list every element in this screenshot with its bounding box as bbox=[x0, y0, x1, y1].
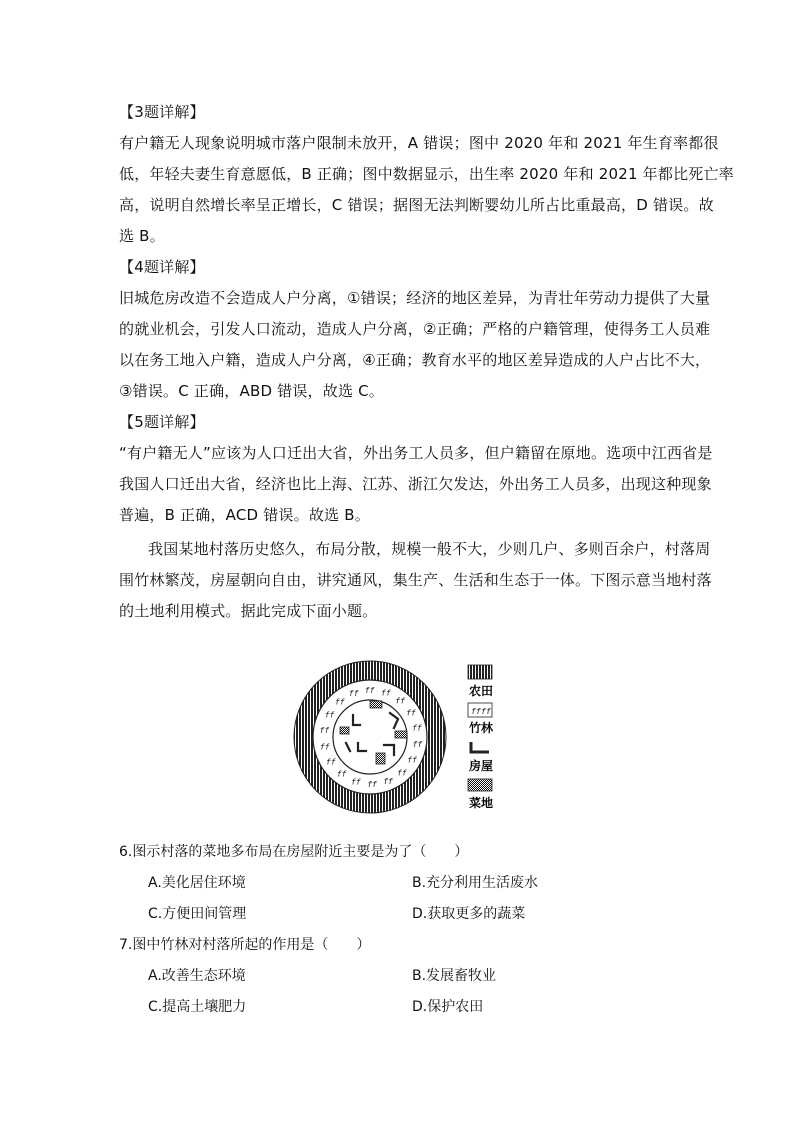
vegetable-plot-1 bbox=[370, 701, 382, 708]
section4-heading: 【4题详解】 bbox=[119, 258, 205, 276]
legend-farmland-label: 农田 bbox=[469, 684, 494, 698]
vegetable-plot-3 bbox=[376, 753, 385, 764]
legend-vegetable-label: 菜地 bbox=[469, 796, 494, 810]
question-7-option-a: A.改善生态环境 bbox=[148, 968, 246, 984]
question-7-option-d: D.保护农田 bbox=[412, 999, 484, 1015]
question-6-option-a: A.美化居住环境 bbox=[148, 875, 246, 891]
section3-heading: 【3题详解】 bbox=[119, 103, 205, 121]
bamboo-mark: ff bbox=[319, 742, 330, 752]
section5-line-3: 普遍，B 正确，ACD 错误。故选 B。 bbox=[119, 506, 370, 524]
vegetable-plot-2 bbox=[395, 731, 407, 738]
bamboo-mark: ff bbox=[367, 780, 377, 789]
bamboo-mark: ff bbox=[325, 757, 336, 767]
section4-line-4: ③错误。C 正确，ABD 错误，故选 C。 bbox=[119, 382, 385, 400]
section3-line-1: 有户籍无人现象说明城市落户限制未放开，A 错误；图中 2020 年和 2021 年生育率都很 bbox=[119, 134, 719, 152]
intro-line-2: 围竹林繁茂，房屋朝向自由，讲究通风，集生产、生活和生态于一体。下图示意当地村落 bbox=[119, 571, 712, 589]
section5-heading: 【5题详解】 bbox=[119, 413, 205, 431]
question-6-option-b: B.充分利用生活废水 bbox=[412, 875, 539, 891]
bamboo-mark: ff bbox=[319, 726, 330, 735]
section5-line-2: 我国人口迁出大省，经济也比上海、江苏、浙江欠发达，外出务工人员多，出现这种现象 bbox=[119, 475, 712, 493]
legend-house-label: 房屋 bbox=[469, 759, 494, 773]
bamboo-mark: ff bbox=[407, 755, 417, 765]
bamboo-mark: ff bbox=[412, 723, 422, 733]
bamboo-mark: ff bbox=[336, 769, 347, 779]
question-7-option-c: C.提高土壤肥力 bbox=[148, 999, 247, 1015]
question-6-option-c: C.方便田间管理 bbox=[148, 906, 247, 922]
bamboo-mark: ff bbox=[383, 776, 393, 786]
question-7-option-b: B.发展畜牧业 bbox=[412, 968, 497, 984]
intro-line-3: 的土地利用模式。据此完成下面小题。 bbox=[119, 602, 378, 620]
bamboo-mark: ff bbox=[324, 710, 335, 720]
section4-line-2: 的就业机会，引发人口流动，造成人户分离，②正确；严格的户籍管理，使得务工人员难 bbox=[119, 320, 711, 338]
intro-line-1: 我国某地村落历史悠久，布局分散，规模一般不大，少则几户、多则百余户，村落周 bbox=[148, 540, 711, 558]
section4-line-1: 旧城危房改造不会造成人户分离，①错误；经济的地区差异，为青壮年劳动力提供了大量 bbox=[119, 289, 711, 307]
legend-bamboo-glyph-2: ff bbox=[481, 707, 491, 716]
bamboo-mark: ff bbox=[348, 689, 359, 699]
section4-line-3: 以在务工地入户籍，造成人户分离，④正确；教育水平的地区差异造成的人户占比不大， bbox=[119, 351, 711, 369]
bamboo-mark: ff bbox=[364, 686, 375, 695]
bamboo-mark: ff bbox=[412, 740, 423, 749]
bamboo-mark: ff bbox=[395, 696, 405, 706]
legend-house-swatch bbox=[471, 742, 489, 752]
legend-farmland-swatch bbox=[468, 665, 492, 679]
bamboo-mark: ff bbox=[381, 688, 391, 698]
bamboo-mark: ff bbox=[397, 768, 407, 778]
question-6-stem: 6.图示村落的菜地多布局在房屋附近主要是为了（ ） bbox=[119, 844, 469, 860]
section3-line-2: 低，年轻夫妻生育意愿低，B 正确；图中数据显示，出生率 2020 年和 2021 年都比死亡率 bbox=[119, 165, 734, 183]
legend-vegetable-swatch bbox=[468, 779, 492, 791]
legend-bamboo-glyph: ff bbox=[471, 707, 481, 716]
bamboo-mark: ff bbox=[351, 777, 361, 787]
vegetable-plot-4 bbox=[340, 727, 349, 734]
section5-line-1: “有户籍无人”应该为人口迁出大省，外出务工人员多，但户籍留在原地。选项中江西省是 bbox=[119, 444, 713, 462]
question-7-stem: 7.图中竹林对村落所起的作用是（ ） bbox=[119, 937, 371, 953]
bamboo-mark: ff bbox=[334, 697, 345, 707]
legend-bamboo-label: 竹林 bbox=[469, 721, 494, 735]
section3-line-4: 选 B。 bbox=[119, 227, 165, 245]
village-land-use-figure bbox=[290, 655, 510, 820]
question-6-option-d: D.获取更多的蔬菜 bbox=[412, 906, 526, 922]
bamboo-mark: ff bbox=[406, 708, 416, 718]
section3-line-3: 高，说明自然增长率呈正增长，C 错误；据图无法判断婴幼儿所占比重最高，D 错误。故 bbox=[119, 196, 714, 214]
